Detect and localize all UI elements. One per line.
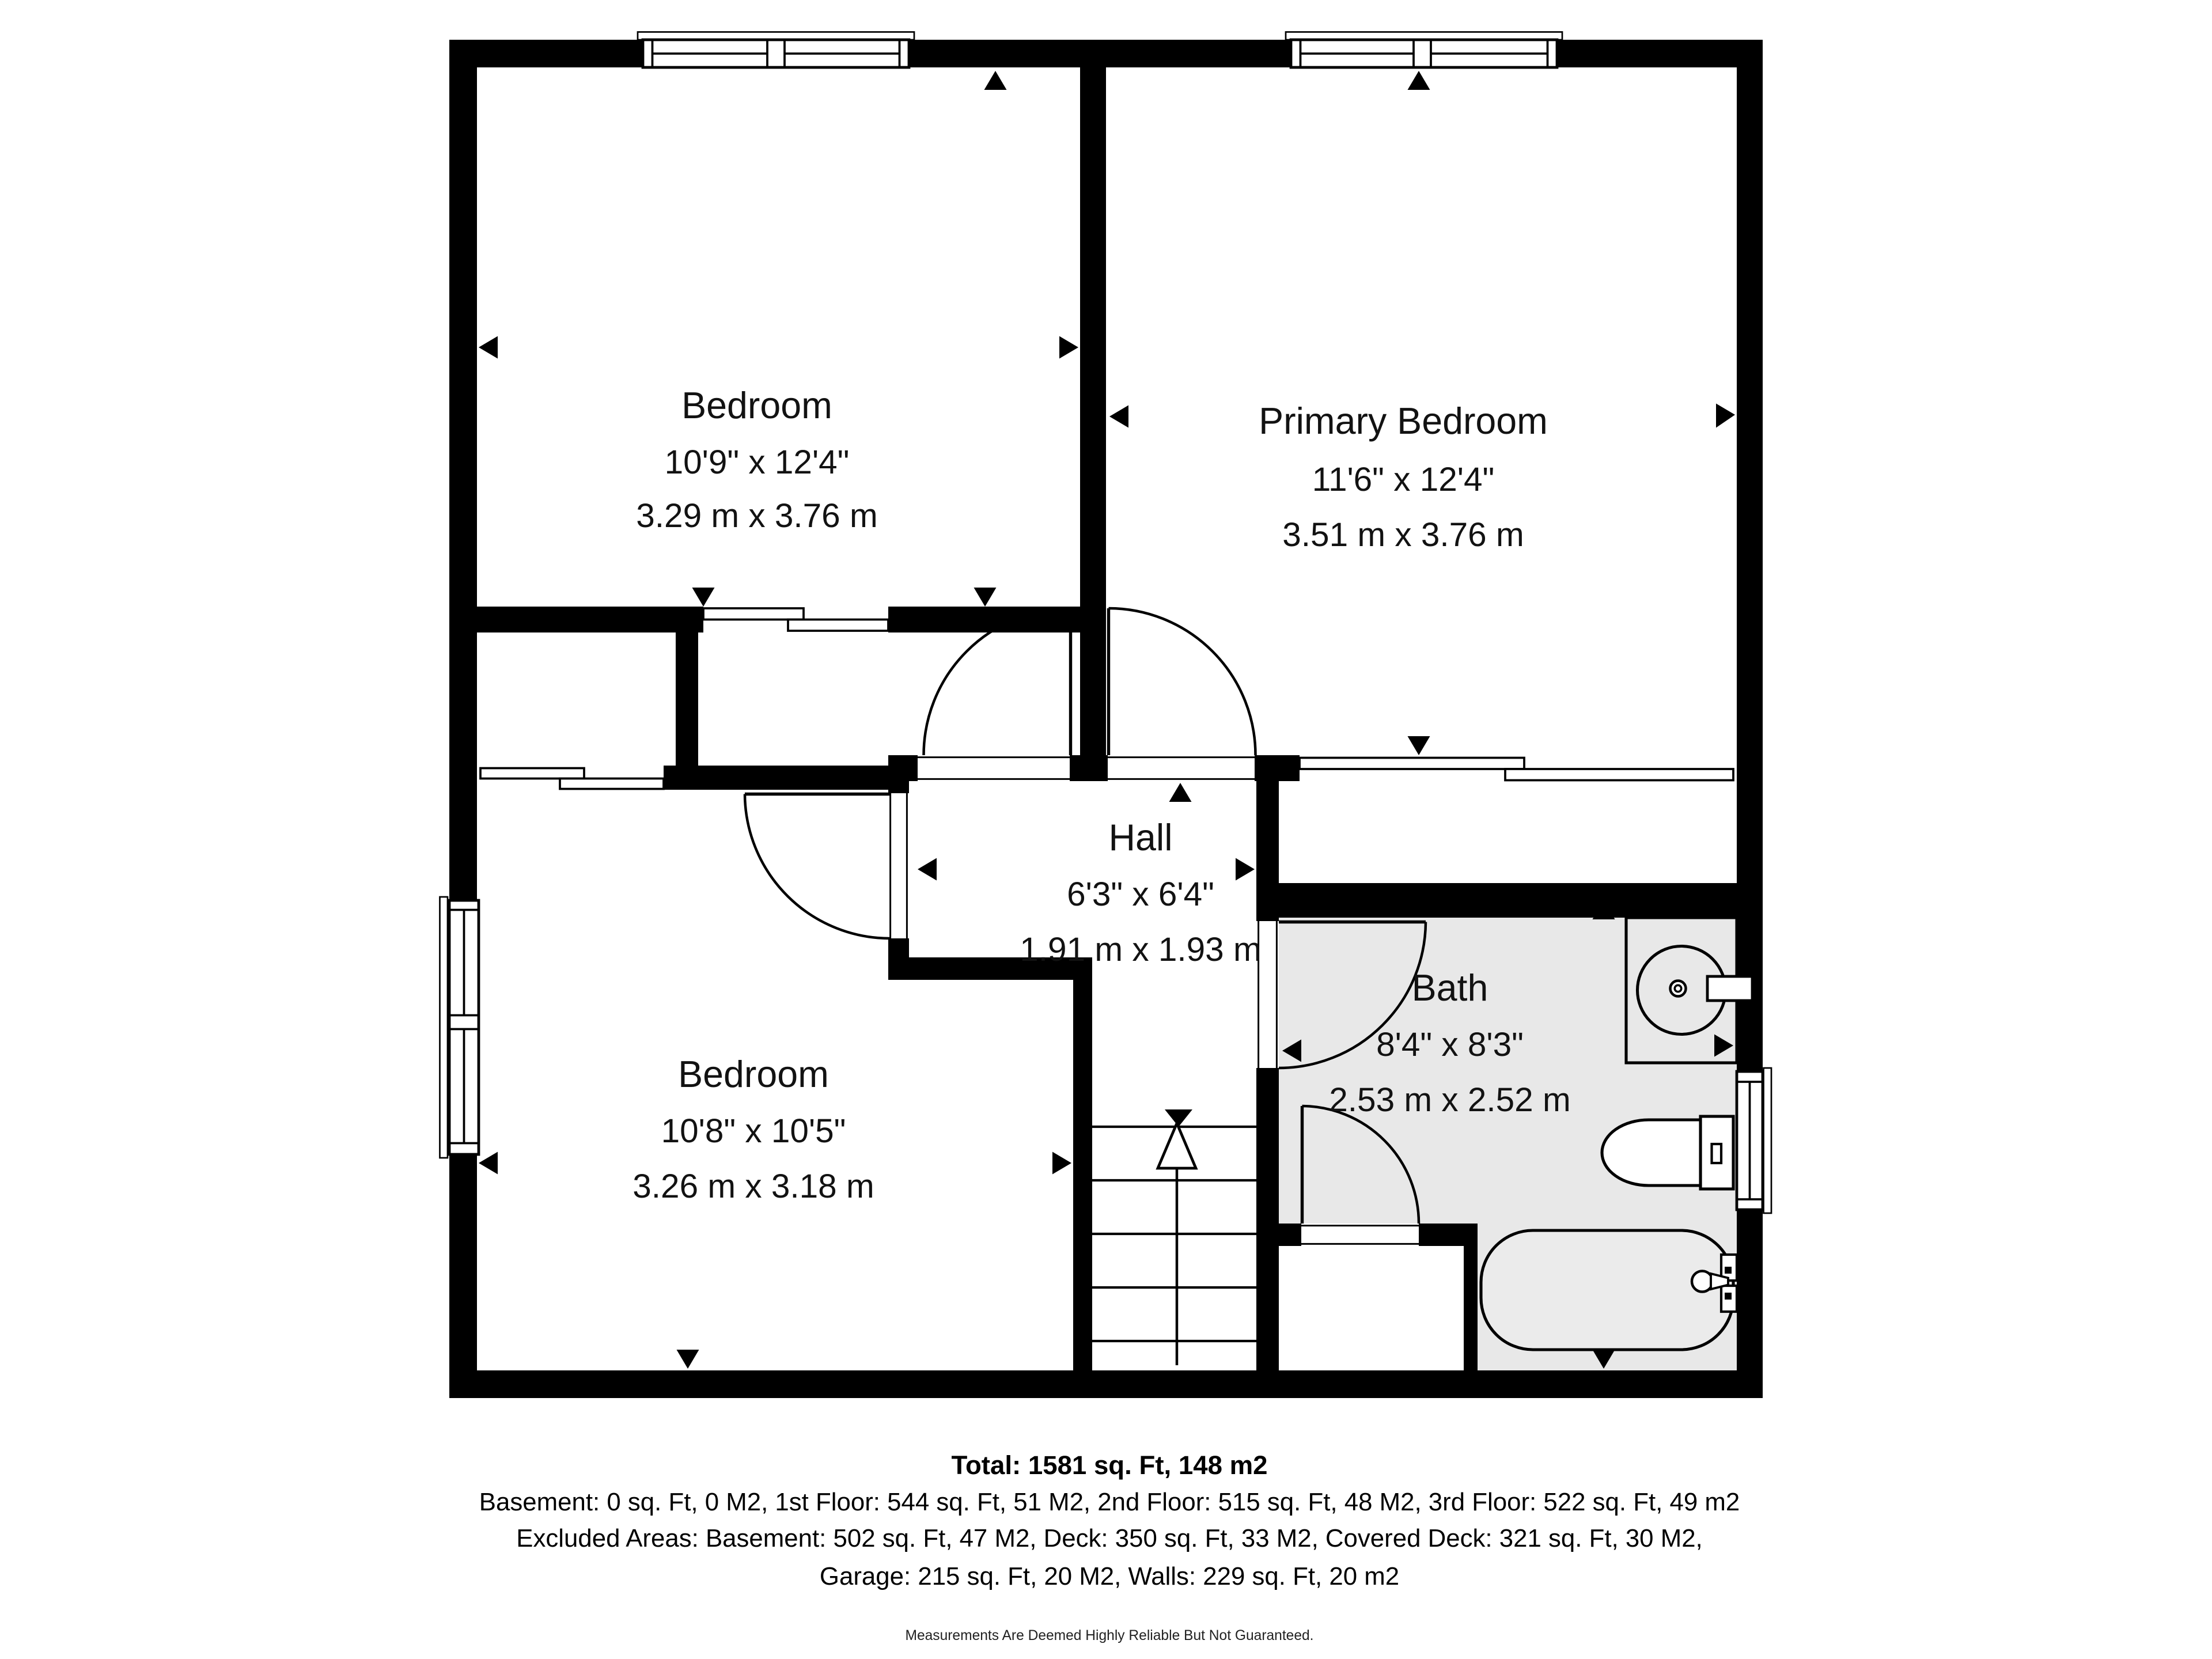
sliding-door-closet-left xyxy=(480,768,664,789)
wall xyxy=(449,1370,1763,1398)
area-summary xyxy=(479,1450,1740,1643)
room-name: Primary Bedroom xyxy=(1259,400,1548,442)
wall xyxy=(449,40,477,900)
room-dims-ft: 11'6" x 12'4" xyxy=(1312,461,1495,498)
arrow-down-icon xyxy=(1165,1109,1192,1127)
room-dims-m: 2.53 m x 2.52 m xyxy=(1329,1081,1571,1119)
arrow-up-icon xyxy=(1169,783,1192,802)
arrow-right-icon xyxy=(1716,404,1735,428)
toilet-icon xyxy=(1602,1116,1733,1189)
excluded-area: Excluded Areas: Basement: 502 sq. Ft, 47 M2, Deck: 350 sq. Ft, 33 M2, Covered Deck: 321 sq. Ft, 30 M2, xyxy=(516,1524,1703,1552)
arrow-right-icon xyxy=(1059,336,1078,359)
room-label-bedroom1 xyxy=(636,385,877,535)
room-label-bedroom2 xyxy=(632,1054,874,1205)
window-bedroom2 xyxy=(440,897,479,1158)
room-name: Bedroom xyxy=(681,385,832,426)
stairs xyxy=(1092,1123,1256,1365)
wall xyxy=(1279,883,1737,918)
garage-walls-area: Garage: 215 sq. Ft, 20 M2, Walls: 229 sq. Ft, 20 m2 xyxy=(819,1562,1400,1590)
bathtub-icon xyxy=(1481,1230,1737,1350)
arrow-right-icon xyxy=(1236,858,1255,881)
room-dims-ft: 10'9" x 12'4" xyxy=(664,444,850,481)
room-dims-ft: 10'8" x 10'5" xyxy=(661,1112,846,1150)
wall xyxy=(1279,1224,1301,1246)
arrow-left-icon xyxy=(1109,406,1128,428)
arrow-left-icon xyxy=(479,1152,498,1175)
arrow-left-icon xyxy=(479,336,498,359)
wall xyxy=(664,766,909,790)
room-dims-m: 3.51 m x 3.76 m xyxy=(1282,516,1524,554)
wall xyxy=(1464,1224,1478,1370)
wall xyxy=(1070,755,1108,781)
sliding-door-closet-top xyxy=(703,608,888,631)
floors-area: Basement: 0 sq. Ft, 0 M2, 1st Floor: 544 sq. Ft, 51 M2, 2nd Floor: 515 sq. Ft, 48 M2, 3rd Floor: 522 sq. Ft, 49 m2 xyxy=(479,1488,1740,1516)
total-area: Total: 1581 sq. Ft, 148 m2 xyxy=(951,1450,1268,1480)
wall xyxy=(676,607,698,790)
wall xyxy=(888,766,909,793)
wall xyxy=(1737,40,1763,1071)
wall xyxy=(449,1154,477,1398)
disclaimer: Measurements Are Deemed Highly Reliable But Not Guaranteed. xyxy=(905,1628,1314,1643)
window-bath xyxy=(1737,1068,1771,1213)
sliding-door-primary-closet xyxy=(1300,758,1733,781)
room-name: Bath xyxy=(1411,967,1488,1009)
room-name: Bedroom xyxy=(678,1054,829,1095)
door-bedroom2 xyxy=(745,794,890,939)
room-dims-ft: 6'3" x 6'4" xyxy=(1067,876,1214,914)
room-dims-m: 1.91 m x 1.93 m xyxy=(1020,931,1262,969)
room-label-hall xyxy=(1020,817,1261,968)
room-label-primary-bedroom xyxy=(1259,400,1548,554)
wall xyxy=(1255,755,1300,781)
wall xyxy=(1256,781,1279,921)
wall xyxy=(477,607,703,632)
arrow-down-icon xyxy=(1408,736,1430,755)
wall xyxy=(1080,67,1106,781)
wall xyxy=(1256,1068,1279,1370)
arrow-right-icon xyxy=(1052,1152,1071,1175)
room-dims-m: 3.29 m x 3.76 m xyxy=(636,497,878,535)
arrow-down-icon xyxy=(692,588,715,607)
door-primary-bedroom xyxy=(1109,608,1256,755)
arrow-up-icon xyxy=(1408,71,1430,90)
sink-icon xyxy=(1626,918,1752,1063)
arrow-down-icon xyxy=(974,588,997,607)
wall xyxy=(1737,1210,1763,1398)
room-dims-m: 3.26 m x 3.18 m xyxy=(632,1168,874,1205)
wall xyxy=(449,40,643,67)
window-bedroom1 xyxy=(638,32,914,68)
stairs-up-arrow-icon xyxy=(1158,1123,1196,1365)
arrow-down-icon xyxy=(677,1350,699,1369)
wall xyxy=(1557,40,1763,67)
window-primary-bedroom xyxy=(1286,32,1562,68)
room-dims-ft: 8'4" x 8'3" xyxy=(1376,1026,1524,1064)
wall xyxy=(1073,980,1092,1370)
wall xyxy=(909,40,1291,67)
arrow-left-icon xyxy=(918,858,937,881)
arrow-up-icon xyxy=(984,71,1007,90)
room-name: Hall xyxy=(1108,817,1173,858)
